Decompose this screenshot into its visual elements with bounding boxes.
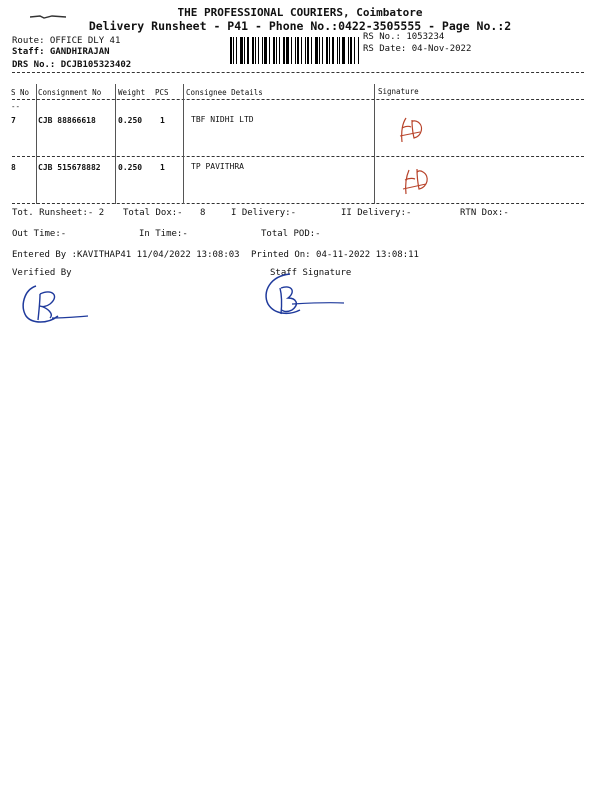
column-header-signature: Signature xyxy=(378,87,419,96)
barcode-bar xyxy=(307,37,309,64)
verifier-signature-icon xyxy=(18,280,98,330)
barcode-bar xyxy=(240,37,243,64)
printed-on: Printed On: 04-11-2022 13:08:11 xyxy=(251,250,419,260)
divider xyxy=(12,99,584,100)
entered-by: Entered By :KAVITHAP41 11/04/2022 13:08:03 xyxy=(12,250,240,260)
runsheet-subtitle: Delivery Runsheet - P41 - Phone No.:0422-3505555 - Page No.:2 xyxy=(88,19,512,33)
route-label: Route: OFFICE DLY 41 xyxy=(12,36,121,46)
barcode-bar xyxy=(301,37,302,64)
barcode-bar xyxy=(233,37,234,64)
rs-date: RS Date: 04-Nov-2022 xyxy=(363,44,472,54)
row-pcs: 1 xyxy=(160,163,165,172)
barcode-bar xyxy=(315,37,318,64)
barcode-bar xyxy=(337,37,338,64)
barcode-bar xyxy=(230,37,232,64)
row-sno: 7 xyxy=(11,116,16,125)
row-consignee: TBF NIDHI LTD xyxy=(191,115,254,124)
staff-label: Staff: GANDHIRAJAN xyxy=(12,47,110,57)
ii-delivery: II Delivery:- xyxy=(341,208,412,218)
column-header-consignment: Consignment No xyxy=(38,88,102,97)
staff-signature-icon xyxy=(262,270,352,324)
rtn-dox: RTN Dox:- xyxy=(460,208,509,218)
barcode-bar xyxy=(258,37,259,64)
i-delivery: I Delivery:- xyxy=(231,208,297,218)
receiver-signature-icon xyxy=(396,114,430,146)
column-header-weight: Weight xyxy=(118,88,146,97)
in-time: In Time:- xyxy=(139,229,188,239)
barcode xyxy=(230,37,360,64)
divider xyxy=(12,72,584,73)
column-header-pcs: PCS xyxy=(155,88,169,97)
barcode-bar xyxy=(319,37,320,64)
barcode-bar xyxy=(283,37,285,64)
barcode-bar xyxy=(332,37,334,64)
row-consignment: CJB 515678882 xyxy=(38,163,101,172)
column-header-consignee: Consignee Details xyxy=(186,88,263,97)
barcode-bar xyxy=(354,37,355,64)
barcode-bar xyxy=(322,37,323,64)
staff-signature-label: Staff Signature xyxy=(270,268,352,278)
company-title: THE PROFESSIONAL COURIERS, Coimbatore xyxy=(177,6,423,19)
barcode-bar xyxy=(252,37,254,64)
barcode-bar xyxy=(264,37,267,64)
row-weight: 0.250 xyxy=(118,116,143,125)
row-weight: 0.250 xyxy=(118,163,143,172)
barcode-bar xyxy=(297,37,299,64)
column-separator xyxy=(183,84,184,204)
out-time: Out Time:- xyxy=(12,229,67,239)
barcode-bar xyxy=(326,37,328,64)
row-consignee: TP PAVITHRA xyxy=(191,162,244,171)
barcode-bar xyxy=(348,37,349,64)
barcode-bar xyxy=(244,37,245,64)
barcode-bar xyxy=(329,37,330,64)
row-sno: 8 xyxy=(11,163,16,172)
barcode-bar xyxy=(269,37,270,64)
barcode-bar xyxy=(255,37,256,64)
barcode-bar xyxy=(311,37,312,64)
total-dox-label: Total Dox:- xyxy=(123,208,183,218)
barcode-bar xyxy=(236,37,237,64)
drs-number: DRS No.: DCJB105323402 xyxy=(12,60,132,70)
column-separator xyxy=(374,84,375,204)
barcode-bar xyxy=(339,37,340,64)
verified-by-label: Verified By xyxy=(12,268,72,278)
barcode-bar xyxy=(358,37,359,64)
barcode-bar xyxy=(276,37,277,64)
barcode-bar xyxy=(286,37,289,64)
total-dox-value: 8 xyxy=(200,208,206,218)
barcode-bar xyxy=(279,37,280,64)
barcode-bar xyxy=(305,37,306,64)
divider xyxy=(12,203,584,204)
row-pcs: 1 xyxy=(160,116,165,125)
barcode-bar xyxy=(247,37,249,64)
barcode-bar xyxy=(262,37,263,64)
column-header-sno: S No xyxy=(11,88,30,97)
barcode-bar xyxy=(350,37,352,64)
receiver-signature-icon xyxy=(400,164,436,198)
total-runsheet: Tot. Runsheet:- 2 xyxy=(12,208,105,218)
row-marker: -- xyxy=(11,102,21,111)
divider xyxy=(12,156,584,157)
column-separator xyxy=(115,84,116,204)
total-pod: Total POD:- xyxy=(261,229,321,239)
barcode-bar xyxy=(273,37,275,64)
barcode-bar xyxy=(295,37,296,64)
row-consignment: CJB 88866618 xyxy=(38,116,96,125)
column-separator xyxy=(36,84,37,204)
barcode-bar xyxy=(291,37,292,64)
rs-number: RS No.: 1053234 xyxy=(363,32,445,42)
barcode-bar xyxy=(342,37,345,64)
